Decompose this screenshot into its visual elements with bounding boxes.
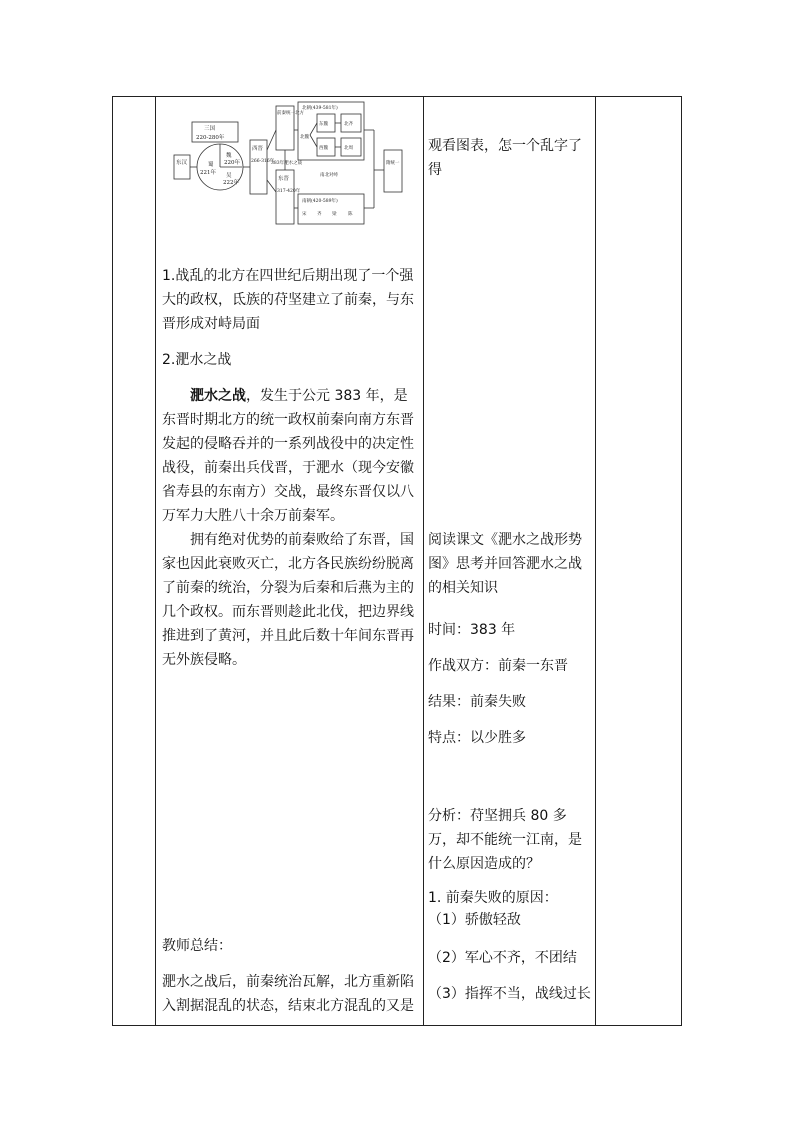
sanguo-years: 220-280年 [196, 135, 225, 141]
beiwei-label: 北魏 [300, 135, 309, 140]
dongwei-label: 东魏 [319, 122, 328, 127]
activity-time: 时间：383 年 [428, 622, 516, 638]
feishui-label: 383年淝水之战 [271, 161, 303, 166]
teacher-summary-label: 教师总结： [162, 938, 232, 954]
nanchao-label: 南朝(420-589年) [302, 199, 338, 204]
activity-column [428, 96, 594, 1026]
sanguo-label: 三国 [204, 126, 216, 132]
activity-reason-1: （1）骄傲轻敌 [428, 912, 521, 928]
qi-label: 齐 [317, 212, 322, 217]
feishui-description: ，发生于公元 383 年，是东晋时期北方的统一政权前秦向南方东晋发起的侵略吞并的一系列战役中的决定性战役，前秦出兵伐晋，于淝水（现今安徽省寿县的东南方）交战，最终东晋仅以八万军力大胜八十余万前秦军。 [162, 388, 414, 524]
wei-year: 220年 [224, 160, 240, 166]
content-paragraph-4: 拥有绝对优势的前秦败给了东晋，国家也因此衰败灭亡，北方各民族纷纷脱离了前秦的统治，分裂为后秦和后燕为主的几个政权。而东晋则趁此北伐，把边界线推进到了黄河，并且此后数十年间东晋再无外族侵略。 [162, 532, 414, 668]
activity-reason-2: （2）军心不齐，不团结 [428, 950, 577, 966]
xijin-label: 西晋 [252, 146, 264, 152]
teacher-summary-text: 淝水之战后，前秦统治瓦解，北方重新陷入割据混乱的状态，结束北方混乱的又是 [162, 974, 414, 1014]
activity-2: 阅读课文《淝水之战形势图》思考并回答淝水之战的相关知识 [428, 532, 582, 596]
sui-label: 隋统一 [386, 161, 400, 166]
column-divider [155, 96, 156, 1026]
wei-label: 魏 [226, 153, 232, 159]
content-paragraph-1: 1.战乱的北方在四世纪后期出现了一个强大的政权，氐族的苻坚建立了前秦，与东晋形成对峙局面 [162, 268, 414, 332]
qianqin-label: 前秦统一北方 [277, 111, 304, 116]
content-paragraph-3 [162, 384, 420, 528]
chen-label: 陈 [348, 212, 353, 217]
activity-result: 结果：前秦失败 [428, 694, 526, 710]
activity-reasons-heading: 1. 前秦失败的原因： [428, 890, 558, 906]
nanbei-label: 南北对峙 [320, 173, 338, 178]
dongjin-years: 317-420年 [277, 189, 301, 194]
beichao-label: 北朝(439-581年) [302, 106, 338, 111]
donghan-label: 东汉 [176, 160, 188, 166]
beiqi-label: 北齐 [344, 122, 353, 127]
wu-label: 吴 [226, 173, 232, 179]
activity-feature: 特点：以少胜多 [428, 730, 526, 746]
activity-1: 观看图表，怎一个乱字了得 [428, 138, 582, 178]
xijin-years: 266-316年 [251, 159, 275, 164]
column-divider [595, 96, 596, 1026]
wu-year: 222年 [223, 180, 239, 186]
dongjin-label: 东晋 [278, 176, 290, 182]
activity-reason-3: （3）指挥不当，战线过长 [428, 986, 591, 1002]
activity-analysis: 分析：苻坚拥兵 80 多万，却不能统一江南，是什么原因造成的？ [428, 808, 582, 872]
song-label: 宋 [302, 212, 307, 217]
beizhou-label: 北周 [344, 146, 353, 151]
shu-label: 蜀 [208, 162, 214, 168]
activity-sides: 作战双方：前秦一东晋 [428, 658, 568, 674]
content-column [162, 96, 420, 1026]
xiwei-label: 西魏 [319, 146, 328, 151]
shu-year: 221年 [200, 170, 216, 176]
content-heading-2: 2.淝水之战 [162, 352, 232, 368]
column-divider [423, 96, 424, 1026]
liang-label: 梁 [332, 212, 337, 217]
feishui-term: 淝水之战 [190, 388, 246, 404]
